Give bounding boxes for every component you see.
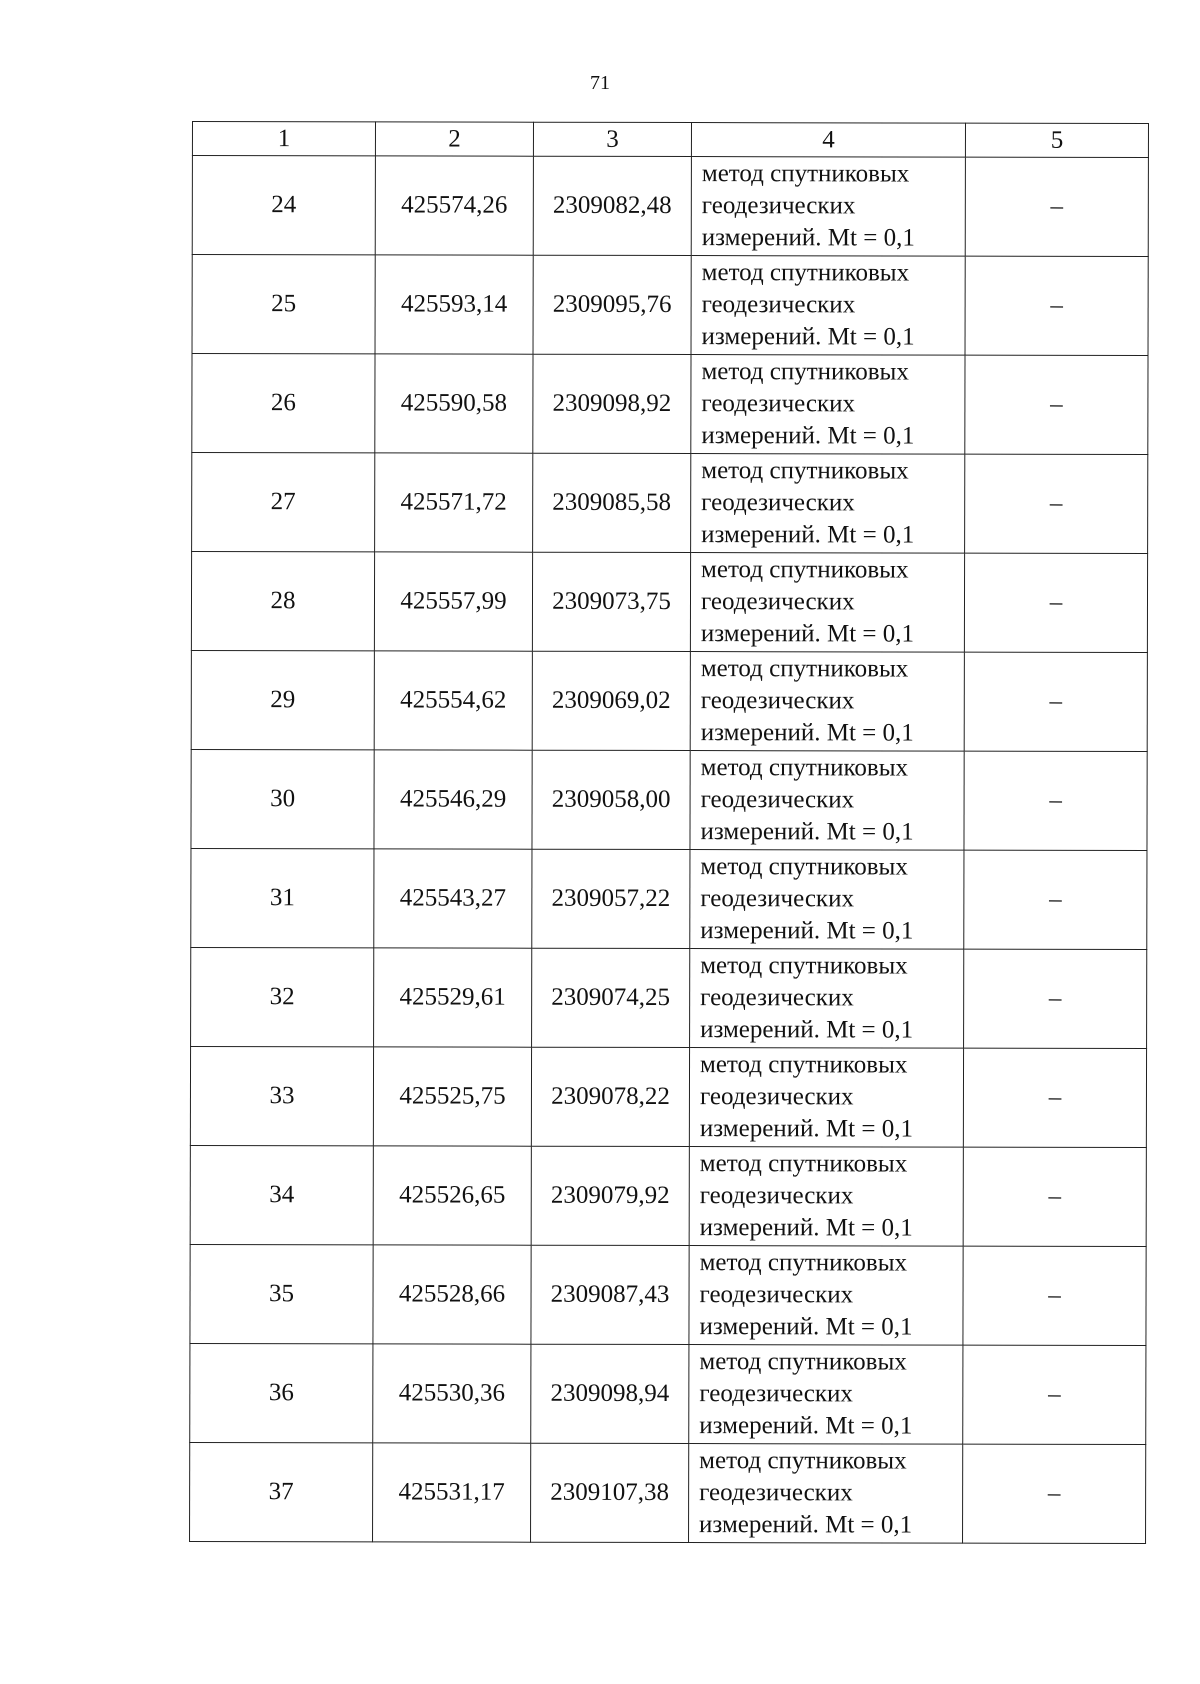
note-cell: – (963, 1444, 1146, 1543)
x-coordinate-cell: 425557,99 (374, 552, 532, 651)
note-cell: – (965, 454, 1148, 553)
method-line: измерений. Mt = 0,1 (699, 1313, 913, 1341)
point-number-cell: 32 (191, 947, 374, 1046)
note-cell: – (963, 1048, 1146, 1147)
note-cell: – (964, 553, 1147, 652)
method-line: измерений. Mt = 0,1 (700, 719, 914, 747)
method-line: геодезических (700, 885, 854, 913)
x-coordinate-cell: 425530,36 (373, 1344, 531, 1443)
table-row (191, 947, 1147, 1048)
note-cell: – (965, 256, 1148, 355)
point-number-cell: 30 (191, 749, 374, 848)
method-line: метод спутниковых (699, 1051, 908, 1079)
note-cell: – (963, 1147, 1146, 1246)
table-header-row (192, 122, 1148, 158)
point-number-cell: 31 (191, 848, 374, 947)
table-row (190, 1442, 1146, 1543)
method-line: метод спутниковых (701, 160, 910, 188)
method-line: метод спутниковых (701, 358, 909, 386)
method-line: геодезических (701, 390, 856, 418)
column-header-5: 5 (965, 123, 1148, 157)
y-coordinate-cell: 2309107,38 (531, 1443, 689, 1542)
method-cell (690, 751, 964, 851)
column-header-1: 1 (192, 122, 375, 156)
x-coordinate-cell: 425543,27 (374, 849, 532, 948)
method-line: геодезических (699, 1083, 854, 1111)
table-row (190, 1145, 1146, 1246)
method-cell (690, 850, 964, 950)
y-coordinate-cell: 2309074,25 (532, 948, 690, 1047)
method-line: измерений. Mt = 0,1 (701, 323, 915, 351)
x-coordinate-cell: 425526,65 (373, 1146, 531, 1245)
table-row (192, 453, 1148, 554)
point-number-cell: 34 (190, 1145, 373, 1244)
method-line: геодезических (699, 1380, 853, 1408)
x-coordinate-cell: 425554,62 (374, 651, 532, 750)
method-line: измерений. Mt = 0,1 (699, 1115, 913, 1143)
method-line: геодезических (700, 984, 854, 1012)
table-row (190, 1244, 1146, 1345)
table-row (192, 255, 1148, 356)
x-coordinate-cell: 425546,29 (374, 750, 532, 849)
method-cell (691, 157, 965, 257)
method-line: измерений. Mt = 0,1 (700, 620, 915, 648)
method-line: метод спутниковых (700, 754, 909, 782)
method-cell (690, 652, 964, 752)
column-header-2: 2 (375, 122, 533, 156)
y-coordinate-cell: 2309095,76 (533, 255, 691, 354)
x-coordinate-cell: 425525,75 (373, 1047, 531, 1146)
y-coordinate-cell: 2309082,48 (533, 156, 691, 255)
method-line: метод спутниковых (699, 1447, 907, 1475)
method-line: метод спутниковых (701, 457, 909, 485)
x-coordinate-cell: 425593,14 (375, 255, 533, 354)
method-line: метод спутниковых (701, 259, 910, 287)
method-line: измерений. Mt = 0,1 (699, 1511, 913, 1539)
note-cell: – (963, 1246, 1146, 1345)
method-line: геодезических (701, 192, 856, 220)
x-coordinate-cell: 425590,58 (375, 354, 533, 453)
x-coordinate-cell: 425574,26 (375, 156, 533, 255)
method-cell (690, 553, 964, 653)
point-number-cell: 26 (192, 354, 375, 453)
point-number-cell: 25 (192, 255, 375, 354)
method-line: измерений. Mt = 0,1 (700, 917, 914, 945)
table-body (190, 156, 1149, 1544)
method-line: метод спутниковых (700, 952, 908, 980)
y-coordinate-cell: 2309079,92 (531, 1146, 689, 1245)
y-coordinate-cell: 2309057,22 (532, 849, 690, 948)
x-coordinate-cell: 425571,72 (375, 453, 533, 552)
point-number-cell: 37 (190, 1442, 373, 1541)
method-line: геодезических (701, 489, 855, 517)
note-cell: – (964, 652, 1147, 751)
table-row (191, 848, 1147, 949)
note-cell: – (964, 850, 1147, 949)
method-line: измерений. Mt = 0,1 (700, 818, 914, 846)
method-line: измерений. Mt = 0,1 (699, 1214, 913, 1242)
x-coordinate-cell: 425529,61 (374, 948, 532, 1047)
method-line: геодезических (700, 687, 855, 715)
table-row (192, 156, 1148, 257)
y-coordinate-cell: 2309098,92 (533, 354, 691, 453)
method-line: геодезических (699, 1281, 854, 1309)
method-cell (689, 1345, 963, 1445)
column-header-4: 4 (691, 123, 965, 158)
table-row (191, 749, 1147, 850)
point-number-cell: 35 (190, 1244, 373, 1343)
note-cell: – (963, 1345, 1146, 1444)
y-coordinate-cell: 2309098,94 (531, 1344, 689, 1443)
x-coordinate-cell: 425528,66 (373, 1245, 531, 1344)
method-line: геодезических (700, 786, 855, 814)
y-coordinate-cell: 2309058,00 (532, 750, 690, 849)
point-number-cell: 24 (192, 156, 375, 255)
y-coordinate-cell: 2309085,58 (533, 453, 691, 552)
method-line: метод спутниковых (701, 556, 909, 584)
method-line: геодезических (699, 1182, 854, 1210)
method-line: метод спутниковых (699, 1150, 908, 1178)
method-cell (691, 355, 965, 455)
y-coordinate-cell: 2309087,43 (531, 1245, 689, 1344)
point-number-cell: 33 (190, 1046, 373, 1145)
point-number-cell: 29 (191, 650, 374, 749)
method-line: метод спутниковых (699, 1348, 907, 1376)
note-cell: – (964, 751, 1147, 850)
table-row (190, 1046, 1146, 1147)
method-cell (690, 949, 964, 1049)
method-cell (689, 1246, 963, 1346)
method-line: геодезических (701, 291, 856, 319)
method-line: измерений. Mt = 0,1 (700, 1016, 914, 1044)
page-number: 71 (590, 72, 610, 94)
table-row (190, 1343, 1146, 1444)
coordinates-table (189, 121, 1149, 1544)
y-coordinate-cell: 2309073,75 (532, 552, 690, 651)
point-number-cell: 27 (192, 453, 375, 552)
method-line: измерений. Mt = 0,1 (701, 521, 915, 549)
note-cell: – (965, 355, 1148, 454)
method-line: измерений. Mt = 0,1 (699, 1412, 913, 1440)
table-row (191, 552, 1147, 653)
x-coordinate-cell: 425531,17 (373, 1443, 531, 1542)
method-cell (689, 1147, 963, 1247)
method-line: метод спутниковых (700, 853, 908, 881)
y-coordinate-cell: 2309078,22 (531, 1047, 689, 1146)
method-line: метод спутниковых (700, 655, 909, 683)
method-cell (689, 1048, 963, 1148)
table-row (192, 354, 1148, 455)
column-header-3: 3 (533, 122, 691, 156)
method-line: измерений. Mt = 0,1 (701, 422, 915, 450)
note-cell: – (965, 157, 1148, 256)
method-cell (691, 256, 965, 356)
point-number-cell: 36 (190, 1343, 373, 1442)
method-line: метод спутниковых (699, 1249, 908, 1277)
method-cell (689, 1444, 963, 1544)
method-cell (691, 454, 965, 554)
note-cell: – (964, 949, 1147, 1048)
point-number-cell: 28 (191, 552, 374, 651)
method-line: геодезических (700, 588, 855, 616)
table-row (191, 650, 1147, 751)
y-coordinate-cell: 2309069,02 (532, 651, 690, 750)
method-line: измерений. Mt = 0,1 (701, 224, 915, 252)
method-line: геодезических (699, 1479, 853, 1507)
